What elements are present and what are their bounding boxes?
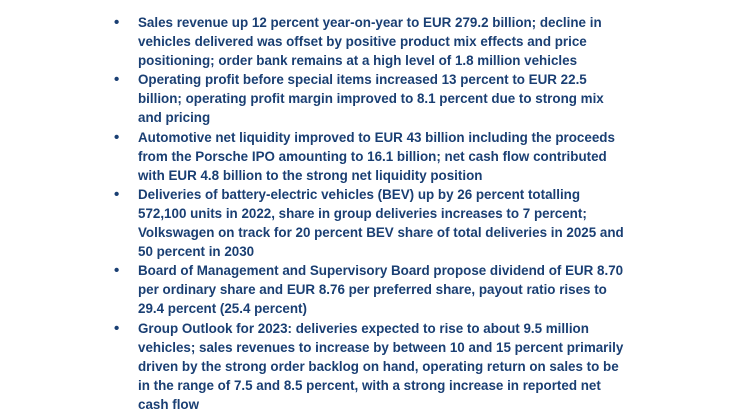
bullet-point-icon: •	[114, 14, 120, 31]
bullet-item-operating-profit	[0, 70, 628, 127]
bullet-item-outlook-2023	[0, 319, 628, 414]
bullet-text: Board of Management and Supervisory Board propose dividend of EUR 8.70 per ordinary share and EUR 8.76 per preferred share, payout ratio rises to 29.4 percent (25.4 percent)	[138, 263, 624, 317]
bullet-text: Deliveries of battery-electric vehicles (BEV) up by 26 percent totalling 572,100 units in 2022, share in group deliveries increases to 7 percent; Volkswagen on track for 20 percent BEV share of total deliveries in 2025 and 50 percent in 2030	[138, 186, 624, 260]
bullet-item-dividend	[0, 261, 628, 318]
highlights-bullet-list	[0, 13, 746, 414]
document-body	[0, 13, 746, 414]
bullet-text: Group Outlook for 2023: deliveries expected to rise to about 9.5 million vehicles; sales revenues to increase by between 10 and 15 percent primarily driven by the strong order backlog on hand, operating return on sales to be in the range of 7.5 and 8.5 percent, with a strong increase in reported net cash flow	[138, 320, 624, 412]
bullet-point-icon: •	[114, 71, 120, 89]
bullet-point-icon: •	[114, 319, 120, 337]
bullet-text: Operating profit before special items increased 13 percent to EUR 22.5 billion; operating profit margin improved to 8.1 percent due to strong mix and pricing	[138, 72, 604, 126]
bullet-item-sales-revenue	[0, 13, 628, 70]
bullet-text: Automotive net liquidity improved to EUR 43 billion including the proceeds from the Porsche IPO amounting to 16.1 billion; net cash flow contributed with EUR 4.8 billion to the strong net liquidity position	[138, 129, 615, 183]
bullet-item-bev-deliveries	[0, 185, 628, 261]
bullet-point-icon: •	[114, 128, 120, 146]
bullet-point-icon: •	[114, 185, 120, 203]
bullet-point-icon: •	[114, 262, 120, 280]
bullet-text: Sales revenue up 12 percent year-on-year to EUR 279.2 billion; decline in vehicles delivered was offset by positive product mix effects and price positioning; order bank remains at a high level of 1.8 million vehicles	[138, 15, 602, 69]
bullet-item-net-liquidity	[0, 128, 628, 185]
